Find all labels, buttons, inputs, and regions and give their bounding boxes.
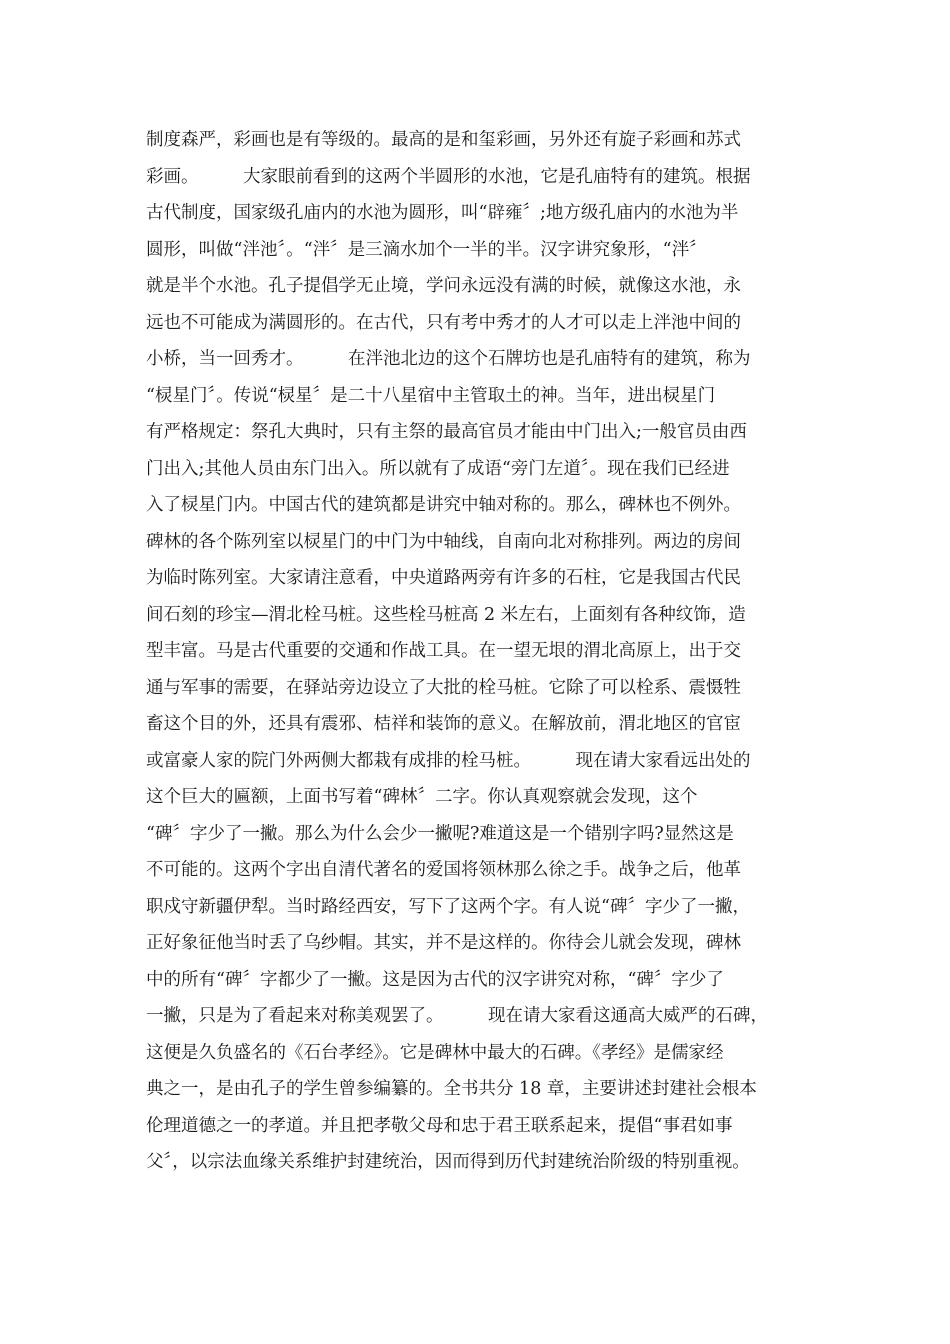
- text-line: 畜这个目的外，还具有震邪、桔祥和装饰的意义。在解放前，渭北地区的官宦: [146, 714, 741, 734]
- text-line: 伦理道德之一的孝道。并且把孝敬父母和忠于君王联系起来，提倡“事君如事: [146, 1115, 733, 1136]
- text-line: 或富豪人家的院门外两侧大都栽有成排的栓马桩。 现在请大家看远出处的: [146, 750, 751, 771]
- text-line: 彩画。 大家眼前看到的这两个半圆形的水池，它是孔庙特有的建筑。根据: [146, 166, 751, 187]
- text-line: “碑〞字少了一撇。那么为什么会少一撇呢?难道这是一个错别字吗?显然这是: [146, 823, 734, 844]
- text-line: 就是半个水池。孔子提倡学无止境，学问永远没有满的时候，就像这水池，永: [146, 276, 741, 296]
- text-line: 型丰富。马是古代重要的交通和作战工具。在一望无垠的渭北高原上，出于交: [146, 641, 741, 661]
- text-line: 这个巨大的匾额，上面书写着“碑林〞二字。你认真观察就会发现，这个: [146, 787, 698, 807]
- text-line: 间石刻的珍宝—渭北栓马桩。这些栓马桩高 2 米左右，上面刻有各种纹饰，造: [146, 604, 746, 625]
- text-line: 一撇，只是为了看起来对称美观罢了。 现在请大家看这通高大威严的石碑，: [146, 1006, 768, 1026]
- text-line: 通与军事的需要，在驿站旁边设立了大批的栓马桩。它除了可以栓系、震慑牲: [146, 677, 741, 698]
- text-line: 正好象征他当时丢了乌纱帽。其实，并不是这样的。你待会儿就会发现，碑林: [146, 933, 741, 953]
- text-line: 父〞，以宗法血缘关系维护封建统治，因而得到历代封建统治阶级的特别重视。: [146, 1152, 750, 1172]
- text-line: 职戍守新疆伊犁。当时路经西安，写下了这两个字。有人说“碑〞字少了一撇，: [146, 896, 750, 917]
- text-line: 这便是久负盛名的《石台孝经》。它是碑林中最大的石碑。《孝经》是儒家经: [146, 1042, 724, 1063]
- text-line: 有严格规定：祭孔大典时，只有主祭的最高官员才能由中门出入;一般官员由西: [146, 422, 747, 442]
- text-line: “棂星门〞。传说“棂星〞是二十八星宿中主管取土的神。当年，进出棂星门: [146, 385, 716, 406]
- text-line: 入了棂星门内。中国古代的建筑都是讲究中轴对称的。那么，碑林也不例外。: [146, 495, 741, 515]
- text-line: 中的所有“碑〞字都少了一撇。这是因为古代的汉字讲究对称，“碑〞字少了: [146, 969, 724, 990]
- text-line: 碑林的各个陈列室以棂星门的中门为中轴线，自南向北对称排列。两边的房间: [146, 531, 741, 552]
- body-text: [146, 122, 816, 1181]
- text-line: 典之一，是由孔子的学生曾参编纂的。全书共分 18 章，主要讲述封建社会根本: [146, 1079, 757, 1099]
- text-line: 古代制度，国家级孔庙内的水池为圆形，叫“辟雍〞;地方级孔庙内的水池为半: [146, 203, 739, 223]
- text-line: 圆形，叫做“泮池〞。“泮〞是三滴水加个一半的半。汉字讲究象形，“泮〞: [146, 239, 707, 260]
- text-line: 小桥，当一回秀才。 在泮池北边的这个石牌坊也是孔庙特有的建筑，称为: [146, 349, 751, 369]
- text-line: 不可能的。这两个字出自清代著名的爱国将领林那么徐之手。战争之后，他革: [146, 860, 741, 880]
- text-line: 为临时陈列室。大家请注意看，中央道路两旁有许多的石柱，它是我国古代民: [146, 568, 741, 588]
- text-line: 门出入;其他人员由东门出入。所以就有了成语“旁门左道〞。现在我们已经进: [146, 458, 730, 479]
- text-line: 制度森严，彩画也是有等级的。最高的是和玺彩画，另外还有旋子彩画和苏式: [146, 130, 741, 150]
- text-line: 远也不可能成为满圆形的。在古代，只有考中秀才的人才可以走上泮池中间的: [146, 312, 741, 333]
